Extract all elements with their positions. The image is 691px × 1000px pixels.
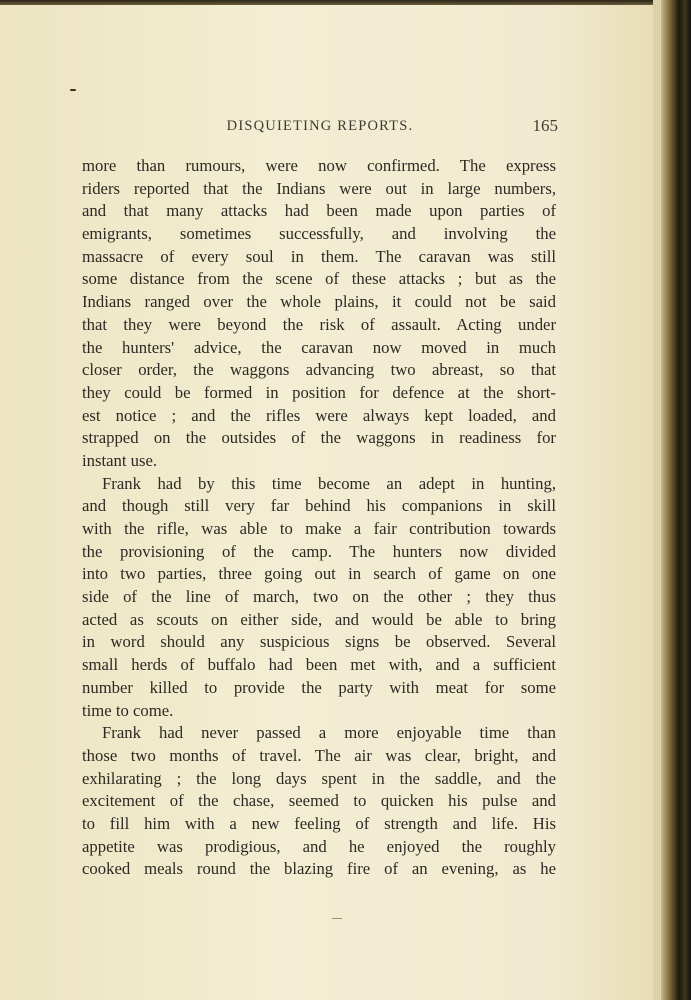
text-line: closer order, the waggons advancing two abreast, so that (82, 360, 556, 380)
text-line: exhilarating ; the long days spent in the saddle, and the (82, 768, 556, 788)
running-head: DISQUIETING REPORTS. (226, 118, 414, 134)
book-spine (661, 0, 691, 1000)
text-line: number killed to provide the party with meat for some (82, 677, 556, 697)
paragraph-last-line: time to come. (82, 700, 174, 720)
text-line: with the rifle, was able to make a fair contribution towards (82, 519, 556, 538)
paragraph-first-line: Frank had by this time become an adept in hunting, (102, 473, 556, 493)
text-line: emigrants, sometimes successfully, and involving the (82, 224, 556, 244)
text-line: side of the line of march, two on the other ; they thus (82, 587, 556, 607)
text-line: and though still very far behind his companions in skill (82, 496, 556, 516)
text-line: excitement of the chase, seemed to quicken his pulse and (82, 791, 556, 811)
text-line: to fill him with a new feeling of strength and life. His (82, 813, 556, 833)
text-line: the provisioning of the camp. The hunters now divided (82, 541, 556, 561)
page-number: 165 (532, 116, 558, 135)
text-line: est notice ; and the rifles were always kept loaded, and (82, 405, 556, 425)
text-line: some distance from the scene of these attacks ; but as the (82, 269, 556, 289)
stray-ink-mark (70, 89, 76, 91)
body-text (82, 155, 556, 895)
page-header (82, 116, 558, 138)
paragraph-first-line: Frank had never passed a more enjoyable time than (102, 723, 556, 743)
page-top-edge (0, 0, 691, 5)
text-line: the hunters' advice, the caravan now moved in much (82, 337, 556, 357)
text-line: those two months of travel. The air was clear, bright, and (82, 745, 556, 765)
text-line: riders reported that the Indians were out in large numbers, (82, 178, 556, 198)
text-line: strapped on the outsides of the waggons in readiness for (82, 428, 556, 448)
text-line: and that many attacks had been made upon parties of (82, 201, 556, 221)
paragraph-last-line: instant use. (82, 450, 158, 470)
text-line: acted as scouts on either side, and would be able to bring (82, 609, 556, 629)
text-line: small herds of buffalo had been met with, and a sufficient (82, 655, 556, 675)
text-line: cooked meals round the blazing fire of an evening, as he (82, 859, 556, 879)
stray-ink-mark-bottom (332, 918, 342, 919)
text-line: that they were beyond the risk of assault. Acting under (82, 314, 556, 334)
text-line: in word should any suspicious signs be observed. Several (82, 632, 556, 652)
text-line: into two parties, three going out in search of game on one (82, 564, 556, 584)
text-line: massacre of every soul in them. The caravan was still (82, 246, 556, 266)
text-line: they could be formed in position for defence at the short- (82, 382, 556, 402)
text-line: appetite was prodigious, and he enjoyed the roughly (82, 836, 556, 856)
page-edges (653, 0, 661, 1000)
text-line: Indians ranged over the whole plains, it could not be said (82, 292, 556, 312)
text-line: more than rumours, were now confirmed. The express (82, 156, 556, 175)
